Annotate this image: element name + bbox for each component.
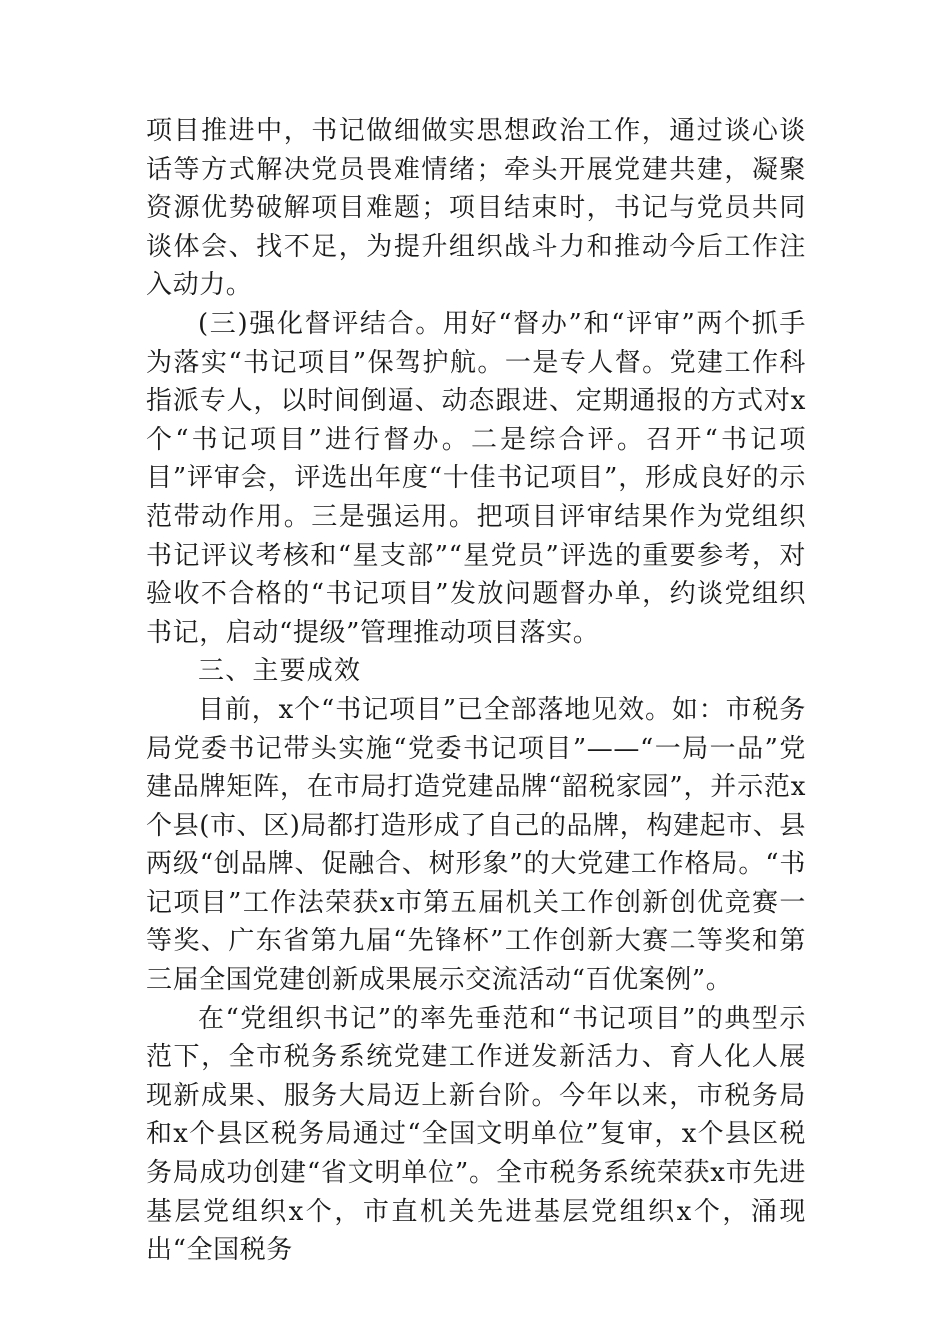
document-body <box>146 112 806 1270</box>
paragraph-continuation: 项目推进中，书记做细做实思想政治工作，通过谈心谈话等方式解决党员畏难情绪；牵头开展党建共建，凝聚资源优势破解项目难题；项目结束时，书记与党员共同谈体会、找不足，为提升组织战斗力和推动今后工作注入动力。 <box>146 116 806 301</box>
paragraph-results-overview: 目前，x个“书记项目”已全部落地见效。如：市税务局党委书记带头实施“党委书记项目”——“一局一品”党建品牌矩阵，在市局打造党建品牌“韶税家园”，并示范x个县(市、区)局都打造形成了自己的品牌，构建起市、县两级“创品牌、促融合、树形象”的大党建工作格局。“书记项目”工作法荣获x市第五届机关工作创新创优竞赛一等奖、广东省第九届“先锋杯”工作创新大赛二等奖和第三届全国党建创新成果展示交流活动“百优案例”。 <box>146 694 806 996</box>
paragraph-supervision-evaluation: (三)强化督评结合。用好“督办”和“评审”两个抓手为落实“书记项目”保驾护航。一是专人督。党建工作科指派专人，以时间倒逼、动态跟进、定期通报的方式对x个“书记项目”进行督办。二是综合评。召开“书记项目”评审会，评选出年度“十佳书记项目”，形成良好的示范带动作用。三是强运用。把项目评审结果作为党组织书记评议考核和“星支部”“星党员”评选的重要参考，对验收不合格的“书记项目”发放问题督办单，约谈党组织书记，启动“提级”管理推动项目落实。 <box>146 308 806 648</box>
section-heading-main-results: 三、主要成效 <box>198 656 362 687</box>
paragraph-results-achievements: 在“党组织书记”的率先垂范和“书记项目”的典型示范下，全市税务系统党建工作迸发新活力、育人化人展现新成果、服务大局迈上新台阶。今年以来，市税务局和x个县区税务局通过“全国文明单位”复审，x个县区税务局成功创建“省文明单位”。全市税务系统荣获x市先进基层党组织x个，市直机关先进基层党组织x个，涌现出“全国税务 <box>146 1003 806 1266</box>
